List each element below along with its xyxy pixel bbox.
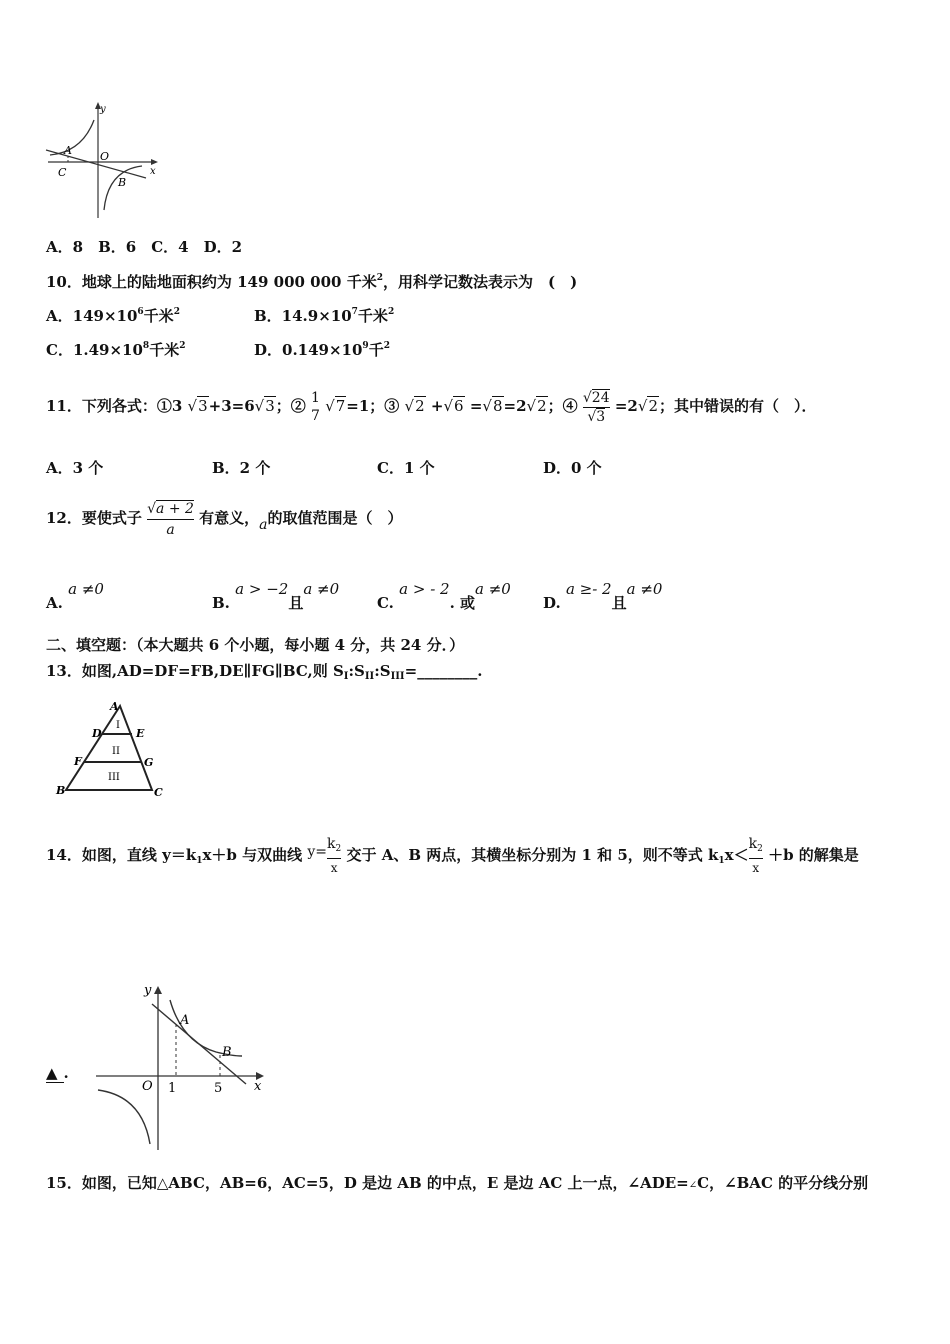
section-heading-fill-in: 二、填空题：（本大题共 6 个小题，每小题 4 分，共 24 分．） [46, 636, 465, 654]
q9-graph-figure [42, 100, 162, 220]
q10-option-a-sq: 2 [173, 307, 180, 317]
q14-answer-blank [46, 1064, 69, 1083]
q13-region-1: I [116, 720, 120, 731]
q12-option-c-label: C. [377, 594, 394, 612]
q11-plus: + [430, 397, 444, 415]
q10-option-d-unit: 千 [368, 341, 384, 359]
q14-origin-label: O [142, 1079, 153, 1094]
q10-option-d-label: D．0.149×10 [254, 341, 363, 359]
q12-option-a-label: A. [46, 594, 63, 612]
q11-sqrt3-b: √3 [254, 397, 275, 415]
q14-fraction-b-den: x [749, 858, 763, 877]
q10-stem-post: ，用科学记数法表示为 ( ) [382, 273, 578, 291]
q14-stem [46, 824, 859, 889]
q11-e4: =2 [614, 397, 638, 415]
q12-option-b-and: 且 [288, 594, 304, 612]
q12-option-c-expr2: a ≠0 [475, 580, 511, 598]
q11-sep3: ；④ [547, 397, 578, 415]
q11-sqrt6: √6 [443, 397, 464, 415]
q11-e1b: +3=6 [208, 397, 255, 415]
q10-option-a-unit: 千米 [143, 307, 174, 325]
q11-fraction-sqrt [583, 389, 610, 426]
q11-sqrt8: √8 [482, 397, 503, 415]
q12-stem [46, 490, 403, 553]
q11-sqrt2-c: √2 [637, 397, 658, 415]
q14-fraction-b-k: k [748, 836, 758, 852]
q13-colon2: :S [374, 662, 391, 680]
q14-fraction-b-num [749, 835, 763, 858]
q10-stem [46, 271, 577, 292]
q11-fraction-num: 1 [311, 390, 320, 406]
q11-sqrt2-value: 2 [415, 397, 425, 415]
q14-stem-d: x＜ [724, 846, 749, 864]
q11-sqrt6-value: 6 [454, 397, 464, 415]
q13-blank: =________. [404, 662, 483, 680]
q15-angle-small: ∠ [688, 1180, 698, 1191]
q14-tick-1: 1 [168, 1081, 177, 1096]
q11-option-c: C．1 个 [377, 459, 435, 477]
q10-stem-square: 2 [376, 273, 383, 283]
q11-fraction-sqrt-num: √24 [582, 389, 610, 406]
q13-triangle-figure [52, 700, 172, 800]
q12-fraction-num: √a + 2 [147, 500, 194, 517]
q11-e1: 3 [171, 397, 183, 415]
q14-point-a-label: A [180, 1013, 190, 1028]
q9-point-a-label: A [64, 144, 72, 157]
q10-option-a [46, 305, 180, 326]
q10-option-c-exp: 8 [142, 341, 150, 351]
q12-fraction-den: a [147, 519, 194, 540]
q14-fraction-a-den: x [327, 858, 341, 877]
q10-option-d [254, 339, 390, 360]
q13-label-b: B [56, 784, 66, 797]
q13-sub-1: I [343, 671, 349, 682]
q12-option-c [377, 574, 511, 618]
q11-sqrt7-value: 7 [335, 397, 346, 415]
q12-option-b-expr1: a > −2 [235, 580, 289, 598]
q15-stem [46, 1172, 868, 1193]
q12-mid: 有意义， [199, 509, 260, 527]
q11-sqrt3-b-value: 3 [265, 397, 275, 415]
q14-stem-b: x＋b 与双曲线 [202, 846, 303, 864]
q13-stem-text: 13．如图,AD=DF=FB,DE∥FG∥BC,则 S [46, 662, 344, 680]
q10-option-d-sq: 2 [383, 341, 390, 351]
q11-suffix: ；其中错误的有（ ）． [658, 397, 817, 415]
q14-stem-e: ＋b 的解集是 [768, 846, 859, 864]
q14-answer-dot: . [63, 1064, 69, 1082]
q12-prefix: 12．要使式子 [46, 509, 142, 527]
q14-graph-figure [92, 980, 272, 1152]
q10-option-a-exp: 6 [137, 307, 144, 317]
q10-option-b-label: B．14.9×10 [254, 307, 352, 325]
q12-suffix: 的取值范围是（ ） [267, 509, 403, 527]
q11-option-d: D．0 个 [543, 459, 602, 477]
q13-label-g: G [144, 756, 154, 769]
q10-option-b-sq: 2 [387, 307, 395, 317]
q12-option-a-expr: a ≠0 [68, 580, 104, 598]
q11-stem [46, 376, 817, 436]
q14-y-eq: y= [307, 844, 328, 860]
q11-sqrt3-a: √3 [187, 397, 208, 415]
q14-fraction-b-sub: 2 [757, 844, 763, 854]
q11-option-a: A．3 个 [46, 459, 104, 477]
q11-sqrt7: √7 [325, 397, 346, 415]
q12-fraction-num-expr: a + 2 [156, 500, 194, 517]
q13-label-c: C [154, 786, 163, 799]
q13-label-d: D [92, 727, 102, 740]
q11-sqrt2-b-value: 2 [537, 397, 547, 415]
q11-sep1: ；② [275, 397, 306, 415]
q9-options: A．8 B．6 C．4 D．2 [46, 238, 243, 256]
q14-fraction-a-k: k [327, 836, 336, 852]
q10-option-d-exp: 9 [362, 341, 369, 351]
q11-e3: =2 [503, 397, 527, 415]
q11-sqrt8-value: 8 [492, 397, 503, 415]
q13-sub-2: II [364, 671, 375, 682]
q10-stem-pre: 10．地球上的陆地面积约为 149 000 000 千米 [46, 273, 377, 291]
q11-sqrt2-b: √2 [526, 397, 547, 415]
q11-sqrt24-value: 24 [591, 389, 610, 406]
q12-option-a [46, 574, 104, 618]
q10-option-b-exp: 7 [351, 307, 358, 317]
q15-stem-b: C，∠BAC 的平分线分别 [697, 1174, 869, 1192]
q13-region-2: II [112, 746, 120, 757]
q14-stem-a: 14．如图，直线 y＝k [46, 846, 197, 864]
q12-var: a [259, 517, 268, 533]
q10-option-b [254, 305, 394, 326]
q14-fraction-b [749, 835, 763, 877]
q12-fraction [147, 499, 194, 540]
q13-colon1: :S [348, 662, 365, 680]
q9-origin-label: O [100, 150, 110, 163]
q11-option-b: B．2 个 [212, 459, 271, 477]
q12-option-b-label: B. [212, 594, 230, 612]
q14-point-b-label: B [222, 1045, 232, 1060]
q10-option-b-unit: 千米 [357, 307, 388, 325]
q14-answer-mark: ▲ [46, 1064, 64, 1083]
q14-x-label: x [254, 1079, 262, 1094]
q14-tick-5: 5 [214, 1081, 223, 1096]
q11-fraction [311, 389, 320, 425]
q11-eq: = [469, 397, 483, 415]
q11-sqrt2: √2 [404, 397, 425, 415]
q14-y-label: y [144, 983, 152, 998]
q11-fraction-den: 7 [311, 408, 320, 424]
q12-option-d-expr1: a ≥- 2 [565, 580, 612, 598]
q11-e2: =1；③ [346, 397, 400, 415]
q13-region-3: III [108, 772, 120, 783]
q14-fraction-a [327, 835, 341, 877]
q13-label-a: A [110, 700, 119, 713]
q14-k1b-sub: 1 [718, 856, 725, 866]
q12-option-d [543, 574, 662, 618]
q14-k1-sub: 1 [196, 856, 203, 866]
q11-fraction-sqrt-den: √3 [583, 407, 610, 426]
q11-sqrt3-a-value: 3 [198, 397, 208, 415]
q13-label-e: E [136, 727, 145, 740]
q14-fraction-a-sub: 2 [335, 844, 342, 854]
q10-option-c-label: C．1.49×10 [46, 341, 143, 359]
q10-option-a-label: A．149×10 [46, 307, 138, 325]
q14-fraction-a-num [327, 835, 341, 858]
q10-option-c-sq: 2 [179, 341, 186, 351]
q12-option-b-expr2: a ≠0 [303, 580, 340, 598]
q11-sqrt3-den-value: 3 [596, 408, 606, 425]
q12-option-c-or: . 或 [449, 594, 476, 612]
q9-point-b-label: B [118, 176, 127, 189]
q12-option-c-expr1: a > - 2 [399, 580, 450, 598]
q11-prefix: 11．下列各式：① [46, 397, 172, 415]
q12-option-b [212, 574, 339, 618]
q10-option-c [46, 339, 185, 360]
q13-stem [46, 660, 482, 682]
q12-option-d-expr2: a ≠0 [626, 580, 663, 598]
q14-stem-c: 交于 A、B 两点，其横坐标分别为 1 和 5，则不等式 k [346, 846, 719, 864]
q13-sub-3: III [390, 671, 405, 682]
q9-y-label: y [100, 104, 106, 115]
q12-option-d-label: D. [543, 594, 561, 612]
q9-x-label: x [150, 166, 156, 177]
q10-option-c-unit: 千米 [149, 341, 180, 359]
q13-label-f: F [74, 755, 82, 768]
q11-sqrt2-c-value: 2 [648, 397, 658, 415]
q9-point-c-label: C [58, 166, 67, 179]
q12-option-d-and: 且 [611, 594, 627, 612]
q15-stem-a: 15．如图，已知△ABC，AB=6，AC=5，D 是边 AB 的中点，E 是边 AC 上一点，∠ADE= [46, 1174, 689, 1192]
